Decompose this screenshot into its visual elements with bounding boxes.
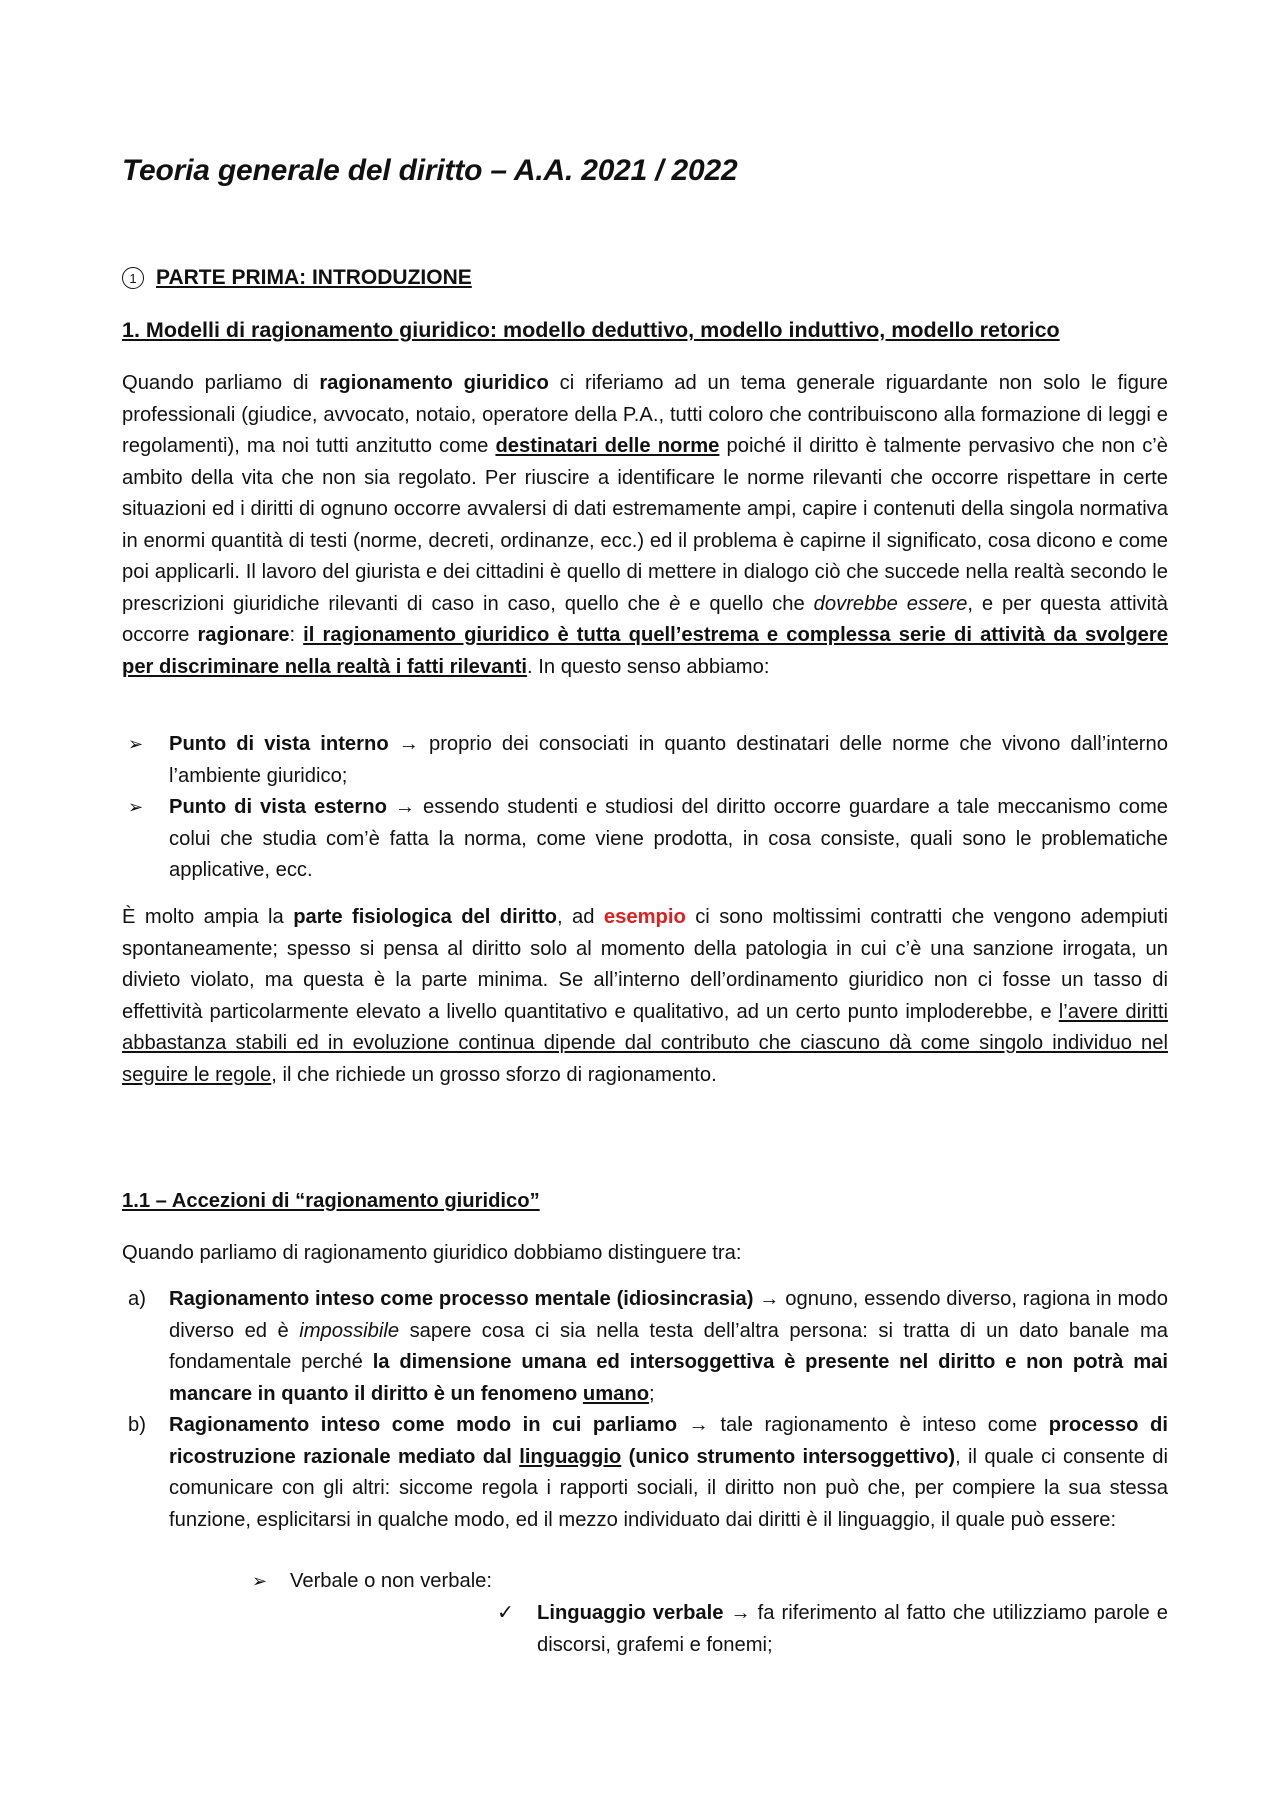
document-title: Teoria generale del diritto – A.A. 2021 / 2022	[122, 154, 738, 187]
part-title: PARTE PRIMA: INTRODUZIONE	[156, 266, 472, 289]
list-item-a: a) Ragionamento inteso come processo mentale (idiosincrasia) → ognuno, essendo diverso, ragiona in modo diverso ed è impossibile sapere cosa ci sia nella testa dell’altra persona: si tratta di un dato banale ma fondamentale perché la dimensione umana ed intersoggettiva è presente nel diritto e non potrà mai mancare in quanto il diritto è un fenomeno umano;	[128, 1288, 1169, 1405]
section-1-heading: 1. Modelli di ragionamento giuridico: modello deduttivo, modello induttivo, modello retorico	[122, 318, 1060, 342]
viewpoint-list	[122, 729, 1168, 887]
example-highlight: esempio	[603, 906, 686, 928]
paragraph-1: Quando parliamo di ragionamento giuridico ci riferiamo ad un tema generale riguardante non solo le figure professionali (giudice, avvocato, notaio, operatore della P.A., tutti coloro che contribuiscono alla formazione di leggi e regolamenti), ma noi tutti anzitutto come destinatari delle norme poiché il diritto è talmente pervasivo che non c’è ambito della vita che non sia regolato. Per riuscire a identificare le norme rilevanti che occorre rispettare in certe situazioni ed i diritti di ognuno occorre avvalersi di dati estremamente ampi, capire i contenuti della singola normativa in enormi quantità di testi (norme, decreti, ordinanze, ecc.) ed il problema è capirne il significato, cosa dicono e come poi applicarli. Il lavoro del giurista e dei cittadini è quello di mettere in dialogo ciò che succede nella realtà secondo le prescrizioni giuridiche rilevanti di caso in caso, quello che è e quello che dovrebbe essere, e per questa attività occorre ragionare: il ragionamento giuridico è tutta quell’estrema e complessa serie di attività da svolgere per discriminare nella realtà i fatti rilevanti. In questo senso abbiamo:	[122, 372, 1169, 678]
part-heading	[122, 266, 472, 290]
checkmark-bullet-icon: ✓	[497, 1602, 514, 1624]
paragraph-3: Quando parliamo di ragionamento giuridico dobbiamo distinguere tra:	[122, 1242, 742, 1264]
list-item-b: b) Ragionamento inteso come modo in cui parliamo → tale ragionamento è inteso come processo di ricostruzione razionale mediato dal linguaggio (unico strumento intersoggettivo), il quale ci consente di comunicare con gli altri: siccome regola i rapporti sociali, il diritto non può che, per compiere la sua stessa funzione, esplicitarsi in qualche modo, ed il mezzo individuato dai diritti è il linguaggio, il quale può essere:	[128, 1414, 1168, 1531]
circled-number-1: 1	[122, 267, 144, 289]
sub-list-item: ➢ Verbale o non verbale:	[252, 1566, 492, 1598]
sub-sub-list-item: ✓ Linguaggio verbale → fa riferimento al fatto che utilizziamo parole e discorsi, grafemi e fonemi;	[497, 1598, 1168, 1661]
arrowhead-bullet-icon: ➢	[128, 734, 144, 754]
arrowhead-bullet-icon: ➢	[252, 1571, 268, 1591]
paragraph-2: È molto ampia la parte fisiologica del diritto, ad esempio ci sono moltissimi contratti che vengono adempiuti spontaneamente; spesso si pensa al diritto solo al momento della patologia in cui c’è una sanzione irrogata, un divieto violato, ma questa è la parte minima. Se all’interno dell’ordinamento giuridico non ci fosse un tasso di effettività particolarmente elevato a livello quantitativo e qualitativo, ad un certo punto imploderebbe, e l’avere diritti abbastanza stabili ed in evoluzione continua dipende dal contributo che ciascuno dà come singolo individuo nel seguire le regole, il che richiede un grosso sforzo di ragionamento.	[122, 906, 1169, 1086]
list-item: ➢ Punto di vista esterno → essendo studenti e studiosi del diritto occorre guardare a tale meccanismo come colui che studia com’è fatta la norma, come viene prodotta, in cosa consiste, quali sono le problematiche applicative, ecc.	[122, 792, 1168, 887]
accezioni-list	[122, 1284, 1168, 1536]
list-item: ➢ Punto di vista interno → proprio dei consociati in quanto destinatari delle norme che vivono dall’interno l’ambiente giuridico;	[122, 729, 1168, 792]
arrowhead-bullet-icon: ➢	[128, 797, 144, 817]
section-1-1-heading: 1.1 – Accezioni di “ragionamento giuridico”	[122, 1190, 540, 1212]
